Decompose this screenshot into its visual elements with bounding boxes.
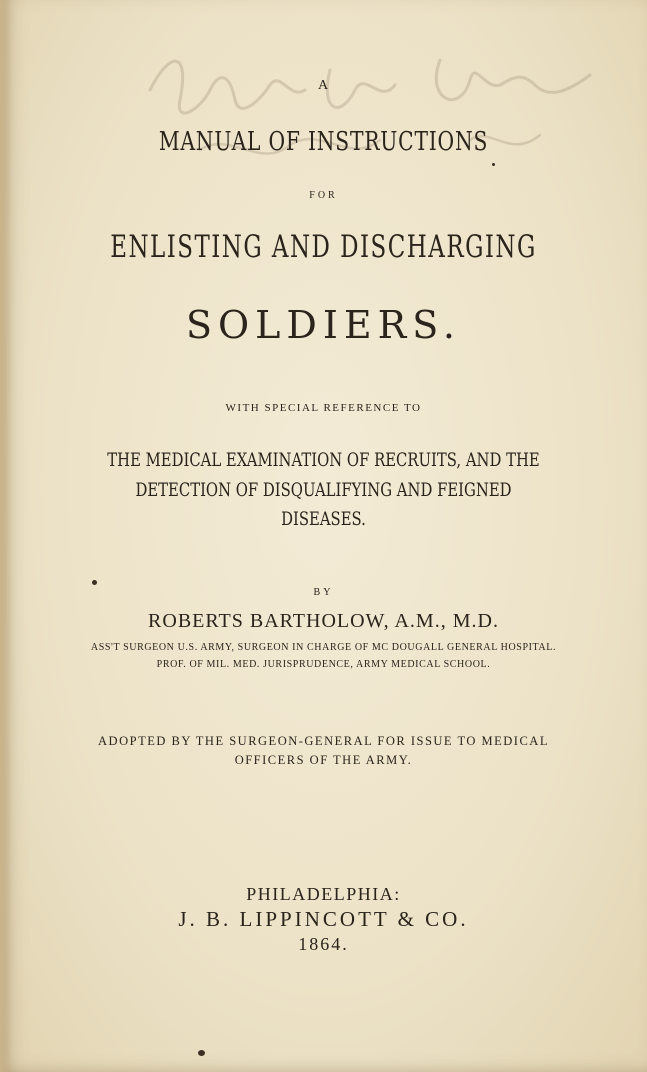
imprint-year: 1864. <box>298 934 349 954</box>
subtitle-line-3: DISEASES. <box>281 508 366 530</box>
adoption-note-1: ADOPTED BY THE SURGEON-GENERAL FOR ISSUE TO MEDICAL <box>98 734 549 748</box>
subtitle-line-1: THE MEDICAL EXAMINATION OF RECRUITS, AND THE <box>107 449 540 471</box>
ink-speck <box>198 1050 205 1056</box>
ink-speck <box>492 163 495 166</box>
author-affiliation-2: PROF. OF MIL. MED. JURISPRUDENCE, ARMY MEDICAL SCHOOL. <box>156 659 491 670</box>
ink-speck <box>92 580 97 585</box>
subtitle-intro: WITH SPECIAL REFERENCE TO <box>225 402 422 414</box>
title-connector-for: FOR <box>309 190 338 201</box>
byline-by: BY <box>313 587 334 598</box>
imprint-city: PHILADELPHIA: <box>246 884 401 904</box>
faded-handwritten-signature <box>140 30 600 200</box>
author-name: ROBERTS BARTHOLOW, A.M., M.D. <box>148 610 499 632</box>
title-article: A <box>317 78 330 93</box>
title-line-manual: MANUAL OF INSTRUCTIONS <box>158 127 489 157</box>
imprint-publisher: J. B. LIPPINCOTT & CO. <box>178 907 469 931</box>
title-line-enlisting: ENLISTING AND DISCHARGING <box>110 229 537 265</box>
adoption-note-2: OFFICERS OF THE ARMY. <box>234 753 413 767</box>
title-line-soldiers: SOLDIERS. <box>185 303 461 347</box>
author-affiliation-1: ASS'T SURGEON U.S. ARMY, SURGEON IN CHARGE OF MC DOUGALL GENERAL HOSPITAL. <box>90 642 557 653</box>
subtitle-line-2: DETECTION OF DISQUALIFYING AND FEIGNED <box>135 479 512 501</box>
